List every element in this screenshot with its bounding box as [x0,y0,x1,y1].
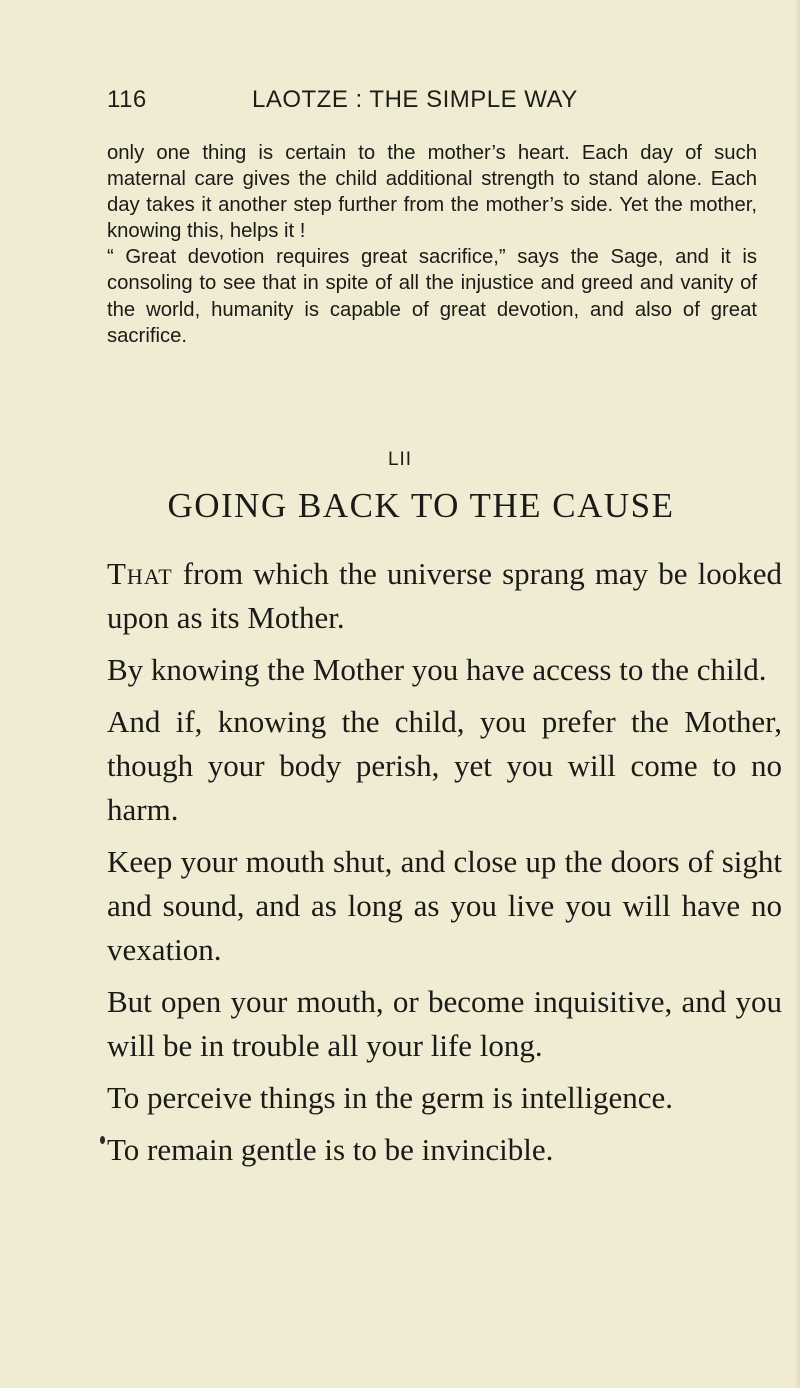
verse-text [107,552,782,1180]
section-number: LII [387,449,413,470]
section-title: GOING BACK TO THE CAUSE [167,486,675,525]
running-head [107,86,737,126]
verse-opening-rest: from which the universe sprang may be looked upon as its Mother. [107,556,782,635]
verse-opening-word: That [107,556,173,591]
page-edge [794,0,800,1388]
verse-paragraph: Keep your mouth shut, and close up the doors of sight and sound, and as long as you live you will have no vexation. [107,844,782,967]
ink-mark [100,1136,105,1144]
intro-paragraph: “ Great devotion requires great sacrifice,” says the Sage, and it is consoling to see that in spite of all the injustice and greed and vanity of the world, humanity is capable of great devotion, and also of great sacrifice. [107,246,757,347]
running-title: LAOTZE : THE SIMPLE WAY [252,86,578,113]
verse-paragraph: By knowing the Mother you have access to the child. [107,652,767,687]
verse-paragraph: And if, knowing the child, you prefer the Mother, though your body perish, yet you will come to no harm. [107,704,782,827]
verse-paragraph: To remain gentle is to be invincible. [107,1132,554,1167]
intro-text [107,140,757,349]
verse-paragraph [107,552,782,640]
verse-paragraph: But open your mouth, or become inquisitive, and you will be in trouble all your life long. [107,984,782,1063]
intro-paragraph: only one thing is certain to the mother’s heart. Each day of such maternal care gives the child additional strength to stand alone. Each day takes it another step further from the mother’s side. Yet the mother, knowing this, helps it ! [107,142,757,243]
page-number: 116 [107,86,147,113]
verse-paragraph: To perceive things in the germ is intelligence. [107,1080,673,1115]
